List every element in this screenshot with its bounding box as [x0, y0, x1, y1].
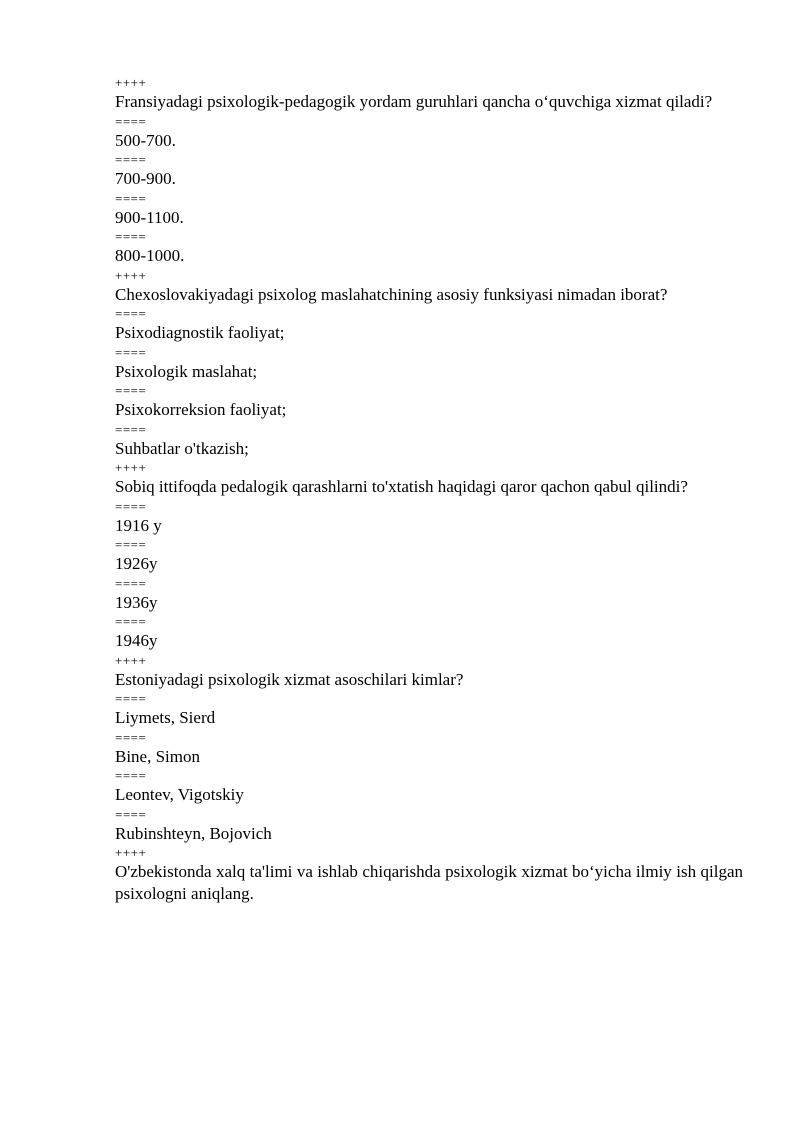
answer-marker: ====: [115, 421, 147, 437]
answer-marker: ====: [115, 806, 147, 822]
answer-marker: ====: [115, 614, 147, 629]
answer-marker: ====: [115, 344, 147, 360]
question-marker: ++++: [115, 75, 147, 90]
answer-option: 700-900.: [115, 169, 176, 188]
answer-marker: ====: [115, 383, 147, 398]
answer-option: Psixodiagnostik faoliyat;: [115, 323, 285, 342]
answer-option: Suhbatlar o'tkazish;: [115, 438, 249, 458]
answer-option: 1926y: [115, 554, 158, 573]
answer-option: Psixologik maslahat;: [115, 361, 258, 381]
answer-marker: ====: [115, 152, 147, 167]
document-page: [115, 76, 743, 906]
question-text: O'zbekistonda xalq ta'limi va ishlab chiqarishda psixologik xizmat bo‘yicha ilmiy ish qilgan psixologni aniqlang.: [115, 862, 743, 903]
answer-marker: ====: [115, 691, 147, 706]
answer-option: Leontev, Vigotskiy: [115, 785, 244, 804]
answer-option: Bine, Simon: [115, 746, 201, 766]
answer-marker: ====: [115, 575, 147, 591]
question-text: Estoniyadagi psixologik xizmat asoschilari kimlar?: [115, 669, 464, 689]
question-marker: ++++: [115, 267, 147, 283]
answer-marker: ====: [115, 729, 147, 745]
question-marker: ++++: [115, 845, 147, 860]
question-marker: ++++: [115, 460, 147, 475]
answer-marker: ====: [115, 537, 147, 552]
answer-marker: ====: [115, 306, 147, 321]
question-text: Sobiq ittifoqda pedalogik qarashlarni to'xtatish haqidagi qaror qachon qabul qilindi?: [115, 477, 688, 496]
answer-option: 1946y: [115, 631, 158, 650]
answer-option: 1936y: [115, 592, 158, 612]
question-text: Fransiyadagi psixologik-pedagogik yordam guruhlari qancha o‘quvchiga xizmat qiladi?: [115, 92, 713, 111]
answer-marker: ====: [115, 498, 147, 514]
question-text: Chexoslovakiyadagi psixolog maslahatchining asosiy funksiyasi nimadan iborat?: [115, 284, 668, 304]
answer-option: 1916 y: [115, 515, 162, 535]
answer-marker: ====: [115, 190, 147, 206]
question-marker: ++++: [115, 652, 147, 668]
answer-option: Liymets, Sierd: [115, 708, 216, 727]
answer-option: 500-700.: [115, 130, 176, 150]
answer-marker: ====: [115, 229, 147, 244]
answer-option: Rubinshteyn, Bojovich: [115, 823, 272, 843]
answer-marker: ====: [115, 768, 147, 783]
answer-option: 900-1100.: [115, 207, 184, 227]
answer-marker: ====: [115, 113, 147, 129]
answer-option: 800-1000.: [115, 246, 185, 265]
answer-option: Psixokorreksion faoliyat;: [115, 400, 287, 419]
